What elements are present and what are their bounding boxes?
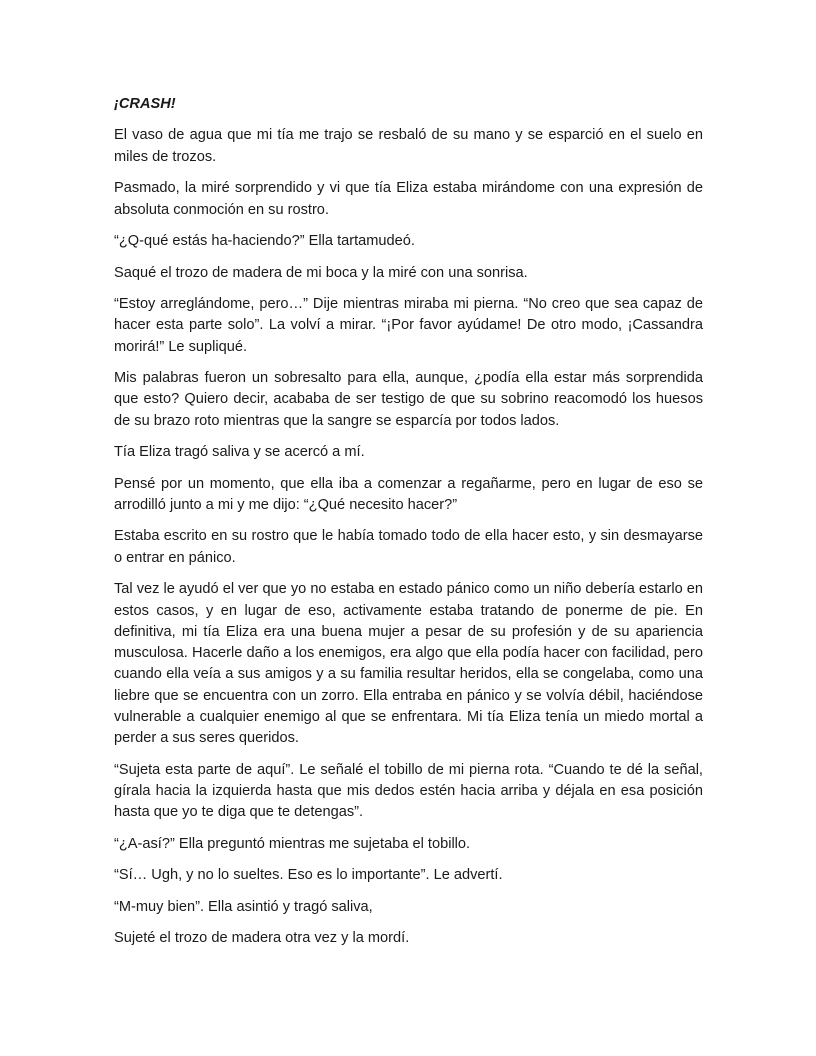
paragraph: El vaso de agua que mi tía me trajo se resbaló de su mano y se esparció en el suelo en miles de trozos.	[114, 127, 703, 165]
paragraph: Mis palabras fueron un sobresalto para ella, aunque, ¿podía ella estar más sorprendida que esto? Quiero decir, acababa de ser testigo de que su sobrino reacomodó los huesos de su brazo roto mientras que la sangre se esparcía por todos lados.	[114, 370, 703, 429]
paragraph: “Estoy arreglándome, pero…” Dije mientras miraba mi pierna. “No creo que sea capaz de hacer esta parte solo”. La volví a mirar. “¡Por favor ayúdame! De otro modo, ¡Cassandra morirá!” Le supliqué.	[114, 296, 703, 355]
paragraph: Saqué el trozo de madera de mi boca y la miré con una sonrisa.	[114, 264, 528, 281]
paragraph: “¿Q-qué estás ha-haciendo?” Ella tartamudeó.	[114, 233, 415, 250]
paragraph: “Sí… Ugh, y no lo sueltes. Eso es lo importante”. Le advertí.	[114, 867, 503, 884]
paragraph: Pensé por un momento, que ella iba a comenzar a regañarme, pero en lugar de eso se arrodilló junto a mi y me dijo: “¿Qué necesito hacer?”	[114, 475, 703, 513]
paragraph: Tal vez le ayudó el ver que yo no estaba en estado pánico como un niño debería estarlo en estos casos, y en lugar de eso, activamente estaba tratando de ponerme de pie. En definitiva, mi tía Eliza era una buena mujer a pesar de su profesión y de su apariencia musculosa. Hacerle daño a los enemigos, era algo que ella podía hacer con facilidad, pero cuando ella veía a sus amigos y a su familia resultar heridos, ella se congelaba, como una liebre que se encuentra con un zorro. Ella entraba en pánico y se volvía débil, haciéndose vulnerable a cualquier enemigo al que se enfrentara. Mi tía Eliza tenía un miedo mortal a perder a sus seres queridos.	[114, 581, 704, 747]
document-page	[114, 94, 703, 960]
paragraph: Sujeté el trozo de madera otra vez y la mordí.	[114, 930, 410, 947]
paragraph: “Sujeta esta parte de aquí”. Le señalé el tobillo de mi pierna rota. “Cuando te dé la señal, gírala hacia la izquierda hasta que mis dedos estén hacia arriba y déjala en esa posición hasta que yo te diga que te detengas”.	[114, 761, 703, 821]
paragraph: Pasmado, la miré sorprendido y vi que tía Eliza estaba mirándome con una expresión de absoluta conmoción en su rostro.	[114, 180, 703, 218]
paragraph: Estaba escrito en su rostro que le había tomado todo de ella hacer esto, y sin desmayarse o entrar en pánico.	[114, 528, 703, 566]
paragraph: “M-muy bien”. Ella asintió y tragó saliva,	[114, 898, 373, 915]
paragraph: Tía Eliza tragó saliva y se acercó a mí.	[114, 444, 365, 461]
paragraph: “¿A-así?” Ella preguntó mientras me sujetaba el tobillo.	[114, 835, 471, 852]
document-heading: ¡CRASH!	[114, 96, 176, 112]
